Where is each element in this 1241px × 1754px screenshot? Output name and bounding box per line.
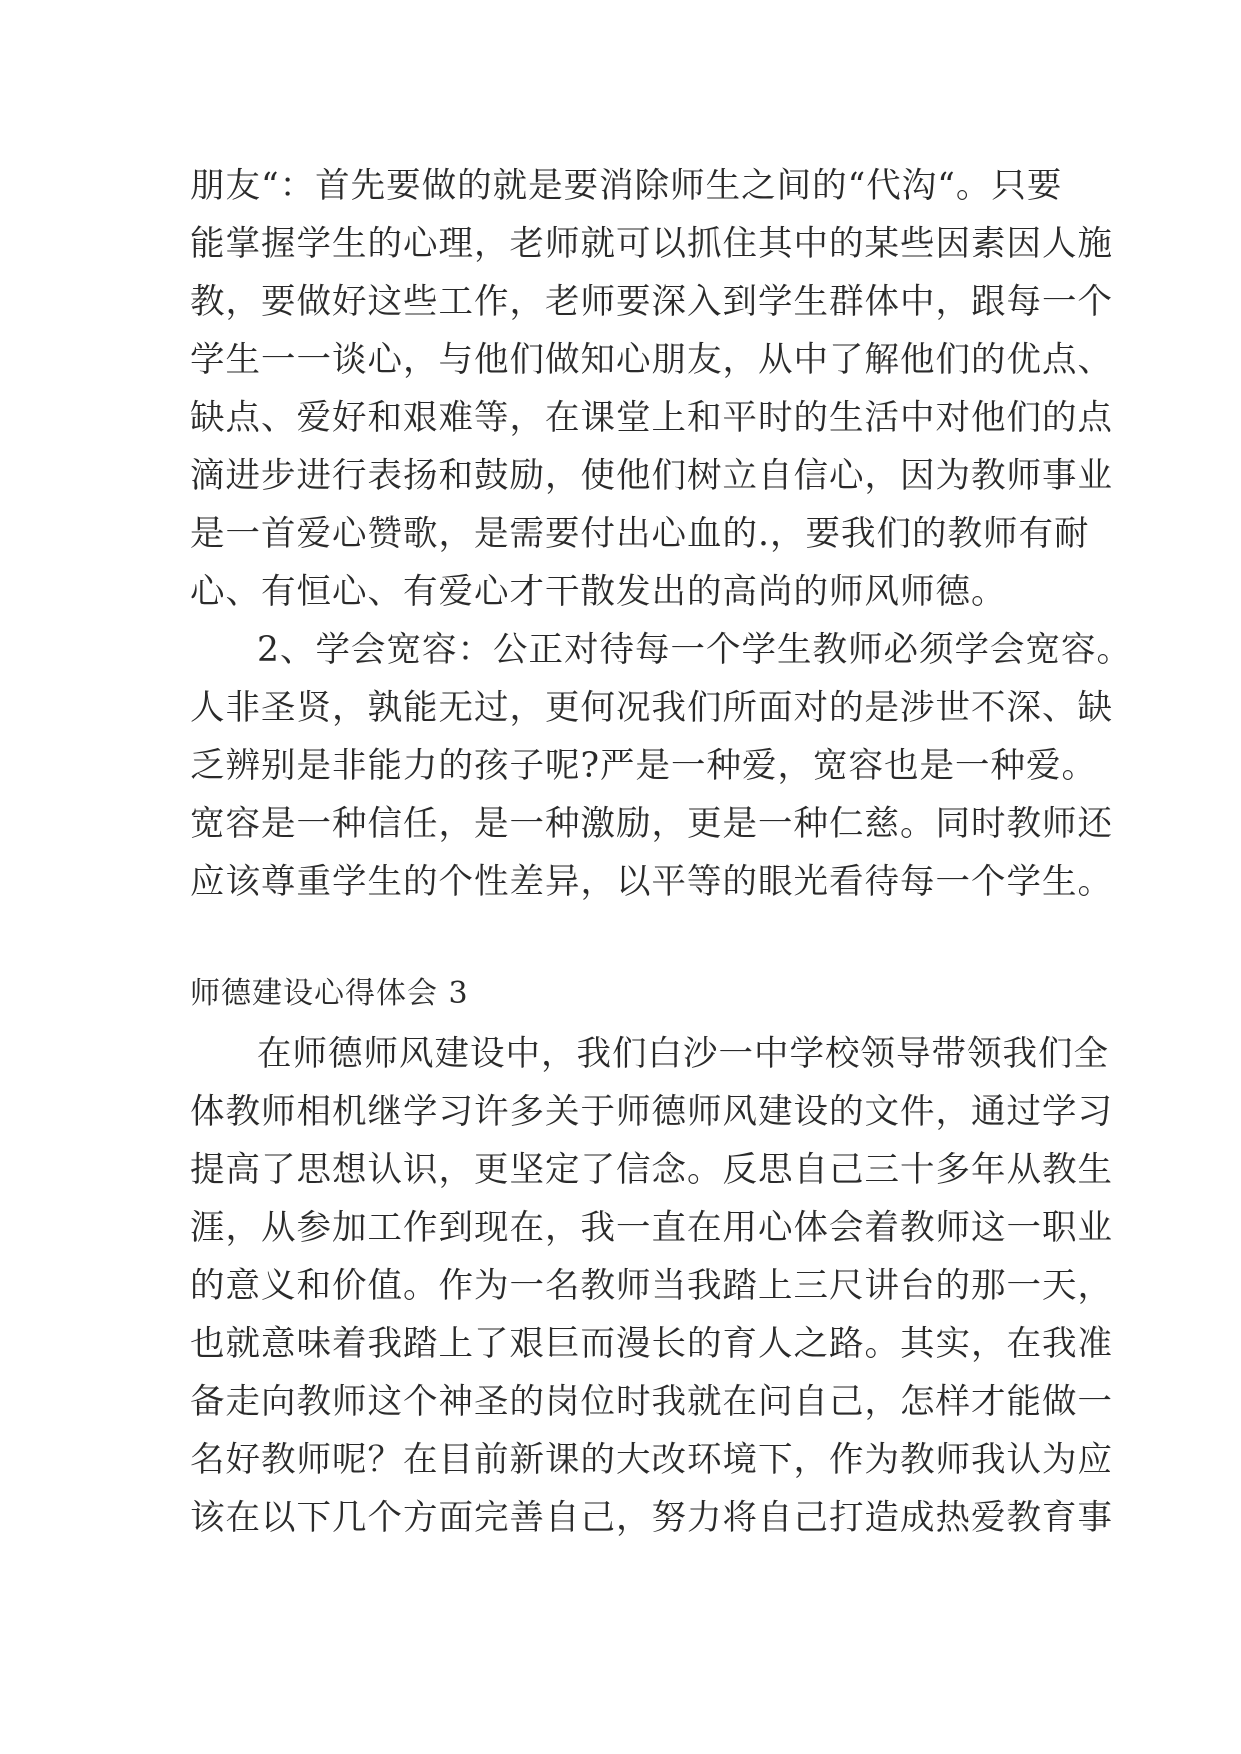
paragraph-line: 应该尊重学生的个性差异，以平等的眼光看待每一个学生。 [190,862,1113,902]
paragraph-line: 在师德师风建设中，我们白沙一中学校领导带领我们全 [257,1034,1109,1074]
section-heading: 师德建设心得体会 3 [190,976,469,1011]
paragraph-line: 乏辨别是非能力的孩子呢?严是一种爱，宽容也是一种爱。 [190,746,1097,786]
paragraph-line: 是一首爱心赞歌，是需要付出心血的.，要我们的教师有耐 [190,514,1090,554]
paragraph-line: 宽容是一种信任，是一种激励，更是一种仁慈。同时教师还 [190,804,1113,844]
paragraph-line: 提高了思想认识，更坚定了信念。反思自己三十多年从教生 [190,1150,1113,1190]
paragraph-line: 人非圣贤，孰能无过，更何况我们所面对的是涉世不深、缺 [190,688,1113,728]
paragraph-line: 滴进步进行表扬和鼓励，使他们树立自信心，因为教师事业 [190,456,1113,496]
paragraph-line: 2、学会宽容：公正对待每一个学生教师必须学会宽容。 [257,630,1132,670]
paragraph-line: 体教师相机继学习许多关于师德师风建设的文件，通过学习 [190,1092,1113,1132]
paragraph-line: 名好教师呢？在目前新课的大改环境下，作为教师我认为应 [190,1440,1113,1480]
paragraph-line: 能掌握学生的心理，老师就可以抓住其中的某些因素因人施 [190,224,1113,264]
paragraph-line: 也就意味着我踏上了艰巨而漫长的育人之路。其实，在我准 [190,1324,1113,1364]
paragraph-line: 学生一一谈心，与他们做知心朋友，从中了解他们的优点、 [190,340,1113,380]
paragraph-line: 缺点、爱好和艰难等，在课堂上和平时的生活中对他们的点 [190,398,1113,438]
paragraph-line: 涯，从参加工作到现在，我一直在用心体会着教师这一职业 [190,1208,1113,1248]
paragraph-line: 教，要做好这些工作，老师要深入到学生群体中，跟每一个 [190,282,1113,322]
paragraph-line: 该在以下几个方面完善自己，努力将自己打造成热爱教育事 [190,1498,1113,1538]
paragraph-line: 的意义和价值。作为一名教师当我踏上三尺讲台的那一天， [190,1266,1113,1306]
paragraph-line: 心、有恒心、有爱心才干散发出的高尚的师风师德。 [190,572,1007,612]
paragraph-line: 备走向教师这个神圣的岗位时我就在问自己，怎样才能做一 [190,1382,1113,1422]
paragraph-line: 朋友“：首先要做的就是要消除师生之间的“代沟“。只要 [190,166,1063,206]
